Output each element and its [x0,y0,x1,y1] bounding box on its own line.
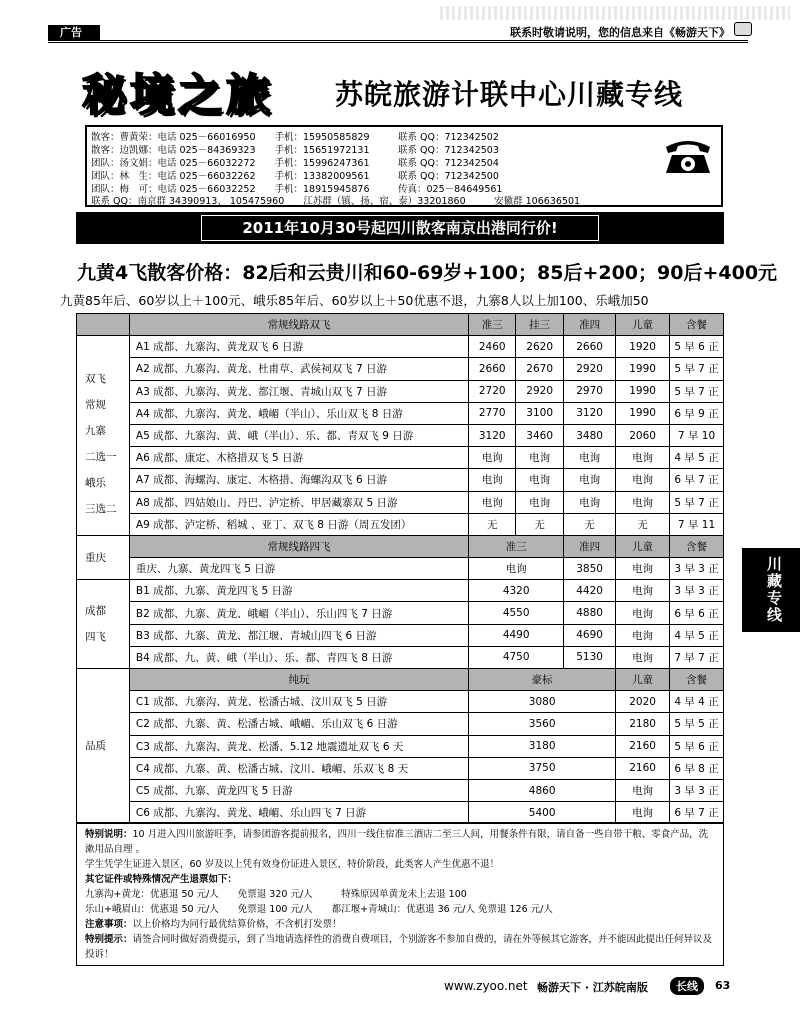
table-cell: 豪标 [469,669,616,691]
page-number: 63 [715,979,731,992]
table-cell: 2970 [564,380,616,402]
table-cell [77,314,130,336]
table-cell: 电询 [616,779,670,801]
table-cell: 重庆 [77,535,130,579]
table-cell: 5130 [564,646,616,668]
top-bar [0,0,800,40]
table-row [77,469,724,491]
table-cell: 电询 [616,558,670,580]
table-cell: 4 早 4 正 [670,691,724,713]
note-refund-leshan: 乐山+峨眉山：优惠退 50 元/人 免票退 100 元/人 都江堰+青城山：优惠退 36 元/人 免票退 126 元/人 [85,904,553,915]
table-cell: 无 [616,513,670,535]
table-cell: 2920 [516,380,564,402]
table-cell: 常规线路四飞 [129,535,468,557]
contact-line: 联系 QQ：南京群 34390913、 105475960 江苏群（镇、扬、宿、泰）33201860 安徽群 106636501 [91,196,581,207]
table-cell: A7 成都、海螺沟、康定、木格措、海螺沟双飞 6 日游 [129,469,468,491]
table-cell: 电询 [616,646,670,668]
telephone-icon [662,135,714,175]
table-header-row [77,535,724,557]
table-cell: 2660 [469,358,516,380]
table-cell: 2770 [469,402,516,424]
table-cell: 儿童 [616,314,670,336]
ad-label: 广告 [48,25,100,41]
table-cell: 1920 [616,336,670,358]
table-cell: 5 早 6 正 [670,735,724,757]
table-header-row [77,669,724,691]
table-cell: 品质 [77,669,130,824]
table-cell: 5 早 7 正 [670,491,724,513]
table-cell: 2160 [616,735,670,757]
table-cell: 2620 [516,336,564,358]
table-cell: 3100 [516,402,564,424]
note-refund-title: 其它证件或特殊情况产生退票如下： [85,874,238,885]
table-cell: 电询 [469,491,516,513]
table-cell: 3120 [564,402,616,424]
note-attention: 注意事项：以上价格均为同行最优结算价格，不含机打发票！ [85,919,342,930]
table-row [77,779,724,801]
table-cell: A2 成都、九寨沟、黄龙、杜甫草、武侯祠双飞 7 日游 [129,358,468,380]
decorative-pattern [440,6,790,20]
table-cell: A4 成都、九寨沟、黄龙、峨嵋（半山）、乐山双飞 8 日游 [129,402,468,424]
footer [0,975,800,1005]
brand-title: 秘境之旅 [82,70,274,121]
table-cell: 2180 [616,713,670,735]
table-cell: 3180 [469,735,616,757]
table-cell: 重庆、九寨、黄龙四飞 5 日游 [129,558,468,580]
side-section-tab: 川藏专线 [742,548,800,632]
table-cell: 挂三 [516,314,564,336]
table-row [77,424,724,446]
table-cell: 电询 [469,447,516,469]
table-cell: 电询 [564,469,616,491]
table-cell: 7 早 10 [670,424,724,446]
table-cell: 2060 [616,424,670,446]
table-cell: 3 早 3 正 [670,558,724,580]
price-headline: 九黄4飞散客价格：82后和云贵川和60-69岁+100；85后+200；90后+400元 [77,262,778,284]
table-cell: 1990 [616,402,670,424]
table-cell: 1990 [616,380,670,402]
table-cell: C1 成都、九寨沟、黄龙、松潘古城、汶川双飞 5 日游 [129,691,468,713]
table-row [77,491,724,513]
table-cell: 2920 [564,358,616,380]
table-row [77,447,724,469]
table-cell: 4880 [564,602,616,624]
table-row [77,558,724,580]
table-row [77,513,724,535]
table-cell: 2460 [469,336,516,358]
table-cell: 4320 [469,580,564,602]
table-cell: 电询 [616,469,670,491]
table-cell: 3460 [516,424,564,446]
table-cell: B3 成都、九寨、黄龙、都江堰、青城山四飞 6 日游 [129,624,468,646]
contact-line: 团队：林 生：电话 025－66032262 手机：13382009561 联系 QQ：712342500 [91,171,499,182]
table-row [77,602,724,624]
table-cell: A5 成都、九寨沟、黄、峨（半山）、乐、都、青双飞 9 日游 [129,424,468,446]
table-cell: A6 成都、康定、木格措双飞 5 日游 [129,447,468,469]
table-cell: 电询 [616,602,670,624]
magazine-logo-icon [734,22,752,36]
table-cell: 无 [516,513,564,535]
table-row [77,735,724,757]
table-cell: 电询 [564,491,616,513]
table-row [77,646,724,668]
table-cell: 3120 [469,424,516,446]
table-cell: 成都 四飞 [77,580,130,669]
contact-line: 团队：梅 可：电话 025－66032252 手机：18915945876 传真：025－84649561 [91,184,503,195]
table-cell: A9 成都、泸定桥、稻城 、亚丁、双飞 8 日游（周五发团） [129,513,468,535]
table-row [77,402,724,424]
table-cell: C2 成都、九寨、黄、松潘古城、峨嵋、乐山双飞 6 日游 [129,713,468,735]
banner-text: 2011年10月30号起四川散客南京出港同行价! [201,215,598,241]
table-cell: 双飞 常规 九寨 二选一 峨乐 三选二 [77,336,130,536]
table-cell: 含餐 [670,314,724,336]
table-cell: 准三 [469,535,564,557]
contact-line: 散客：边凯娜：电话 025－84369323 手机：15651972131 联系 QQ：712342503 [91,145,499,156]
table-row [77,624,724,646]
contact-line: 团队：汤文娟：电话 025－66032272 手机：15996247361 联系 QQ：712342504 [91,158,499,169]
table-cell: 准四 [564,314,616,336]
table-cell: 1990 [616,358,670,380]
table-cell: 6 早 7 正 [670,469,724,491]
contact-box [85,125,723,207]
table-cell: 7 早 11 [670,513,724,535]
table-cell: 4490 [469,624,564,646]
table-cell: A3 成都、九寨沟、黄龙、都江堰、青城山双飞 7 日游 [129,380,468,402]
table-row [77,802,724,824]
table-row [77,713,724,735]
table-cell: 准四 [564,535,616,557]
table-cell: 电询 [616,802,670,824]
footer-website: www.zyoo.net [444,979,528,993]
table-cell: 无 [469,513,516,535]
table-cell: 4 早 5 正 [670,624,724,646]
table-cell: 5 早 7 正 [670,358,724,380]
table-cell: 5400 [469,802,616,824]
table-cell: C5 成都、九寨、黄龙四飞 5 日游 [129,779,468,801]
table-cell: 2020 [616,691,670,713]
table-cell: 5 早 6 正 [670,336,724,358]
table-row [77,358,724,380]
note-refund-jiuzhai: 九寨沟+黄龙：优惠退 50 元/人 免票退 320 元/人 特殊原因单黄龙未上去退 100 [85,889,467,900]
table-cell: 5 早 7 正 [670,380,724,402]
note-tip: 特别提示：请签合同时做好消费提示，到了当地请选择性的消费自费项目，个别游客不参加自费的，请在外等候其它游客，并不能因此提出任何异议及投诉！ [85,934,713,960]
table-row [77,380,724,402]
table-cell: 电询 [616,624,670,646]
table-cell: C6 成都、九寨沟、黄龙、峨嵋、乐山四飞 7 日游 [129,802,468,824]
table-cell: C4 成都、九寨、黄、松潘古城、汶川、峨嵋、乐双飞 8 天 [129,757,468,779]
table-cell: 电询 [616,580,670,602]
table-cell: 6 早 8 正 [670,757,724,779]
top-note: 联系时敬请说明，您的信息来自《畅游天下》 [510,26,730,39]
table-cell: 儿童 [616,535,670,557]
table-cell: 6 早 9 正 [670,402,724,424]
table-cell: 4 早 5 正 [670,447,724,469]
table-cell: 3 早 3 正 [670,779,724,801]
table-cell: B4 成都、九、黄、峨（半山）、乐、都、青四飞 8 日游 [129,646,468,668]
table-cell: 4550 [469,602,564,624]
notes-box [76,822,724,966]
subtitle: 苏皖旅游计联中心川藏专线 [335,78,684,111]
note-special: 特别说明：10 月进入四川旅游旺季，请参团游客提前报名，四川一线住宿准三酒店二至三人间，用餐条件有限，请自备一些自带干粮、零食产品，洗漱用品自理 。 [85,829,709,855]
table-row [77,757,724,779]
top-divider [48,40,748,43]
table-cell: 4860 [469,779,616,801]
footer-publication: 畅游天下 · 江苏皖南版 [537,981,648,994]
table-cell: 2660 [564,336,616,358]
header [60,55,723,125]
table-cell: 电询 [616,491,670,513]
table-cell: 3850 [564,558,616,580]
table-cell: 6 早 6 正 [670,602,724,624]
table-row [77,580,724,602]
table-cell: 6 早 7 正 [670,802,724,824]
table-cell: 电询 [516,447,564,469]
table-cell: 含餐 [670,669,724,691]
table-cell: 电询 [469,558,564,580]
table-row [77,691,724,713]
table-cell: 纯玩 [129,669,468,691]
table-cell: 电询 [616,447,670,469]
table-cell: 电询 [564,447,616,469]
table-cell: 2670 [516,358,564,380]
table-row [77,336,724,358]
table-cell: 4690 [564,624,616,646]
table-cell: 儿童 [616,669,670,691]
table-cell: B1 成都、九寨、黄龙四飞 5 日游 [129,580,468,602]
table-cell: 3560 [469,713,616,735]
table-cell: 4750 [469,646,564,668]
table-cell: 3080 [469,691,616,713]
footer-section-badge: 长线 [670,977,704,995]
table-cell: 5 早 5 正 [670,713,724,735]
route-price-table [76,313,724,824]
table-cell: 含餐 [670,535,724,557]
table-cell: A8 成都、四姑娘山、丹巴、泸定桥、甲居藏寨双 5 日游 [129,491,468,513]
promo-banner [76,212,724,244]
table-cell: 4420 [564,580,616,602]
table-cell: A1 成都、九寨沟、黄龙双飞 6 日游 [129,336,468,358]
note-student: 学生凭学生证进入景区，60 岁及以上凭有效身份证进入景区，特价阶段，此类客人产生优惠不退！ [85,859,500,870]
table-cell: 2160 [616,757,670,779]
table-cell: 常规线路双飞 [129,314,468,336]
table-cell: 电询 [516,469,564,491]
table-cell: 2720 [469,380,516,402]
table-cell: C3 成都、九寨沟、黄龙、松潘、5.12 地震遗址双飞 6 天 [129,735,468,757]
price-subline: 九黄85年后、60岁以上＋100元、峨乐85年后、60岁以上＋50优惠不退，九寨8人以上加100、乐峨加50 [60,293,649,308]
table-header-row [77,314,724,336]
table-cell: 准三 [469,314,516,336]
contact-line: 散客：曹黄荣：电话 025－66016950 手机：15950585829 联系 QQ：712342502 [91,132,499,143]
table-cell: 3750 [469,757,616,779]
table-cell: 电询 [469,469,516,491]
table-cell: B2 成都、九寨、黄龙、峨嵋（半山）、乐山四飞 7 日游 [129,602,468,624]
table-cell: 7 早 7 正 [670,646,724,668]
table-cell: 无 [564,513,616,535]
table-cell: 电询 [516,491,564,513]
table-cell: 3480 [564,424,616,446]
table-cell: 3 早 3 正 [670,580,724,602]
